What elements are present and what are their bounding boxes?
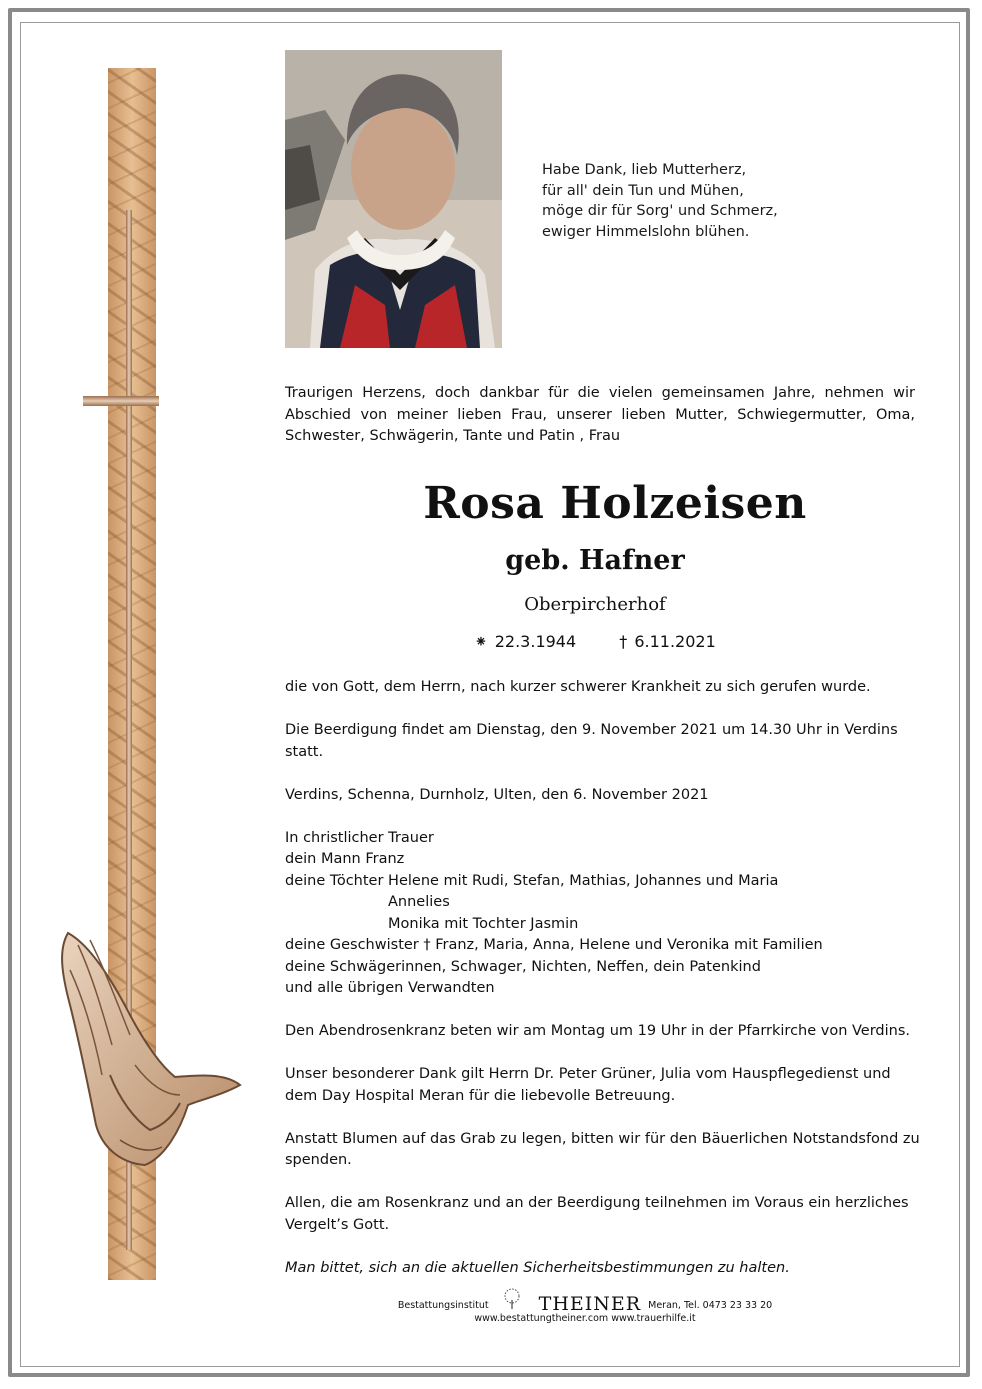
- theiner-logo: THEINER: [538, 1293, 642, 1315]
- mourner-line: dein Mann Franz: [285, 851, 405, 867]
- praying-hands-icon: [50, 925, 245, 1170]
- portrait-photo: [285, 50, 502, 348]
- intro-text: Traurigen Herzens, doch dankbar für die vielen gemeinsamen Jahre, nehmen wir Abschied von meiner lieben Frau, unserer lieben Mutter, Schwiegermutter, Oma, Schwester, Schwägerin, Tante und Patin , Frau: [285, 385, 915, 444]
- gratitude-text: Allen, die am Rosenkranz und an der Beerdigung teilnehmen im Voraus ein herzliches Vergelt’s Gott.: [285, 1195, 909, 1233]
- flowers-text: Anstatt Blumen auf das Grab zu legen, bitten wir für den Bäuerlichen Notstandsfond zu spenden.: [285, 1130, 920, 1168]
- farm-name: Oberpircherhof: [524, 594, 666, 615]
- mourner-line: deine Schwägerinnen, Schwager, Nichten, Neffen, dein Patenkind: [285, 958, 761, 975]
- life-dates: [380, 632, 810, 651]
- mourner-line: deine Geschwister † Franz, Maria, Anna, Helene und Veronika mit Familien: [285, 937, 823, 953]
- birth-date: ⁕ 22.3.1944: [474, 632, 577, 651]
- mourner-line: In christlicher Trauer: [285, 829, 434, 846]
- mourner-line: Annelies: [388, 894, 450, 910]
- funeral-text: Die Beerdigung findet am Dienstag, den 9. November 2021 um 14.30 Uhr in Verdins statt.: [285, 722, 898, 760]
- mourner-line: und alle übrigen Verwandten: [285, 980, 495, 996]
- deceased-name: Rosa Holzeisen: [423, 478, 807, 529]
- poem-line: für all' dein Tun und Mühen,: [542, 182, 744, 199]
- called-text: die von Gott, dem Herrn, nach kurzer schwerer Krankheit zu sich gerufen wurde.: [285, 679, 871, 695]
- poem-line: möge dir für Sorg' und Schmerz,: [542, 203, 778, 219]
- tree-logo-icon: [492, 1288, 532, 1310]
- thanks-text: Unser besonderer Dank gilt Herrn Dr. Peter Grüner, Julia vom Hauspflegedienst und dem Day Hospital Meran für die liebevolle Betreuung.: [285, 1066, 891, 1104]
- web-links[interactable]: www.bestattungtheiner.com www.trauerhilfe.it: [474, 1313, 696, 1324]
- poem-line: ewiger Himmelslohn blühen.: [542, 223, 750, 240]
- place-date-text: Verdins, Schenna, Durnholz, Ulten, den 6. November 2021: [285, 786, 709, 803]
- maiden-name: geb. Hafner: [505, 545, 685, 576]
- poem: [542, 160, 802, 242]
- mourner-line: deine Töchter Helene mit Rudi, Stefan, Mathias, Johannes und Maria: [285, 872, 779, 889]
- institute-label: Bestattungsinstitut: [397, 1300, 489, 1311]
- mourner-line: Monika mit Tochter Jasmin: [388, 915, 579, 932]
- death-date: † 6.11.2021: [619, 632, 716, 651]
- rosary-text: Den Abendrosenkranz beten wir am Montag um 19 Uhr in der Pfarrkirche von Verdins.: [285, 1023, 911, 1039]
- safety-note: Man bittet, sich an die aktuellen Sicherheitsbestimmungen zu halten.: [285, 1259, 790, 1276]
- funeral-home-footer: [370, 1288, 800, 1325]
- cross-inlay-horizontal: [83, 396, 159, 406]
- contact-text: Meran, Tel. 0473 23 33 20: [648, 1300, 773, 1311]
- poem-line: Habe Dank, lieb Mutterherz,: [542, 162, 747, 178]
- notice-body: [285, 677, 925, 1279]
